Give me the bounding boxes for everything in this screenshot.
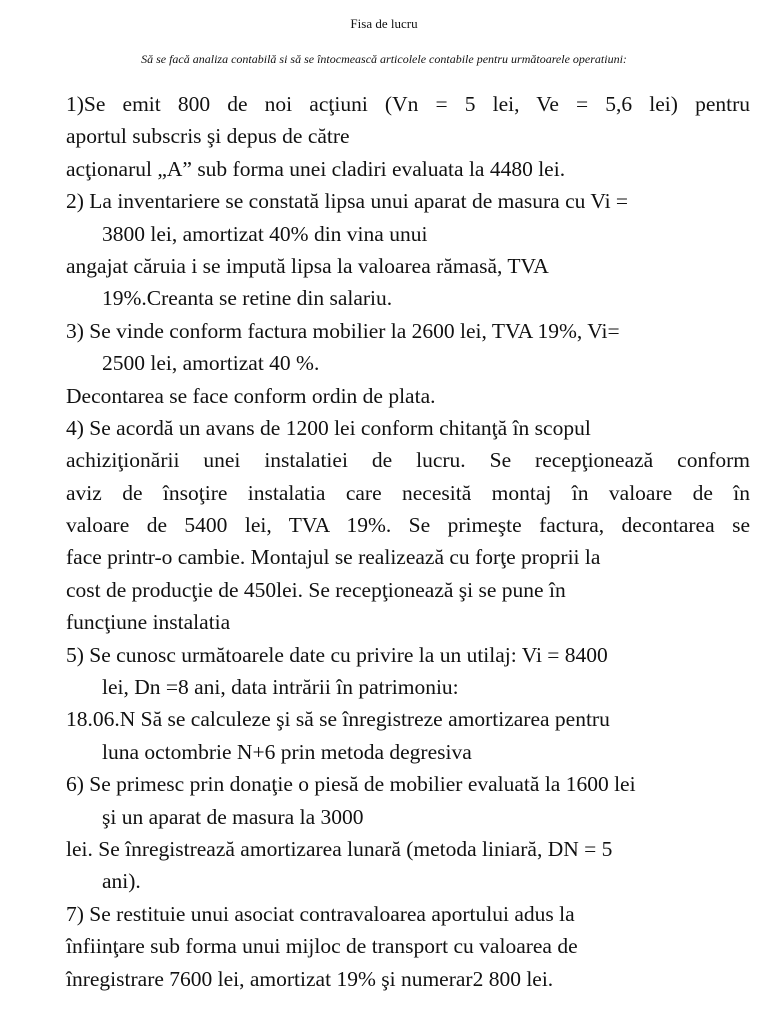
- text-line: achiziţionării unei instalatiei de lucru. Se recepţionează conform: [66, 448, 750, 473]
- text-line: 4) Se acordă un avans de 1200 lei conform chitanţă în scopul: [66, 415, 591, 440]
- text-line: înfiinţare sub forma unui mijloc de transport cu valoarea de: [66, 934, 578, 959]
- text-line: şi un aparat de masura la 3000: [102, 804, 364, 829]
- text-line: aportul subscris şi depus de către: [66, 124, 350, 149]
- text-line: 3800 lei, amortizat 40% din vina unui: [102, 221, 428, 246]
- text-line: ani).: [102, 869, 141, 894]
- text-line: lei. Se înregistrează amortizarea lunară (metoda liniară, DN = 5: [66, 836, 613, 861]
- text-line: Decontarea se face conform ordin de plata.: [66, 383, 436, 408]
- text-line: 19%.Creanta se retine din salariu.: [102, 286, 393, 311]
- text-line: 7) Se restituie unui asociat contravaloarea aportului adus la: [66, 901, 575, 926]
- text-line: 5) Se cunosc următoarele date cu privire la un utilaj: Vi = 8400: [66, 642, 608, 667]
- text-line: 3) Se vinde conform factura mobilier la 2600 lei, TVA 19%, Vi=: [66, 318, 620, 343]
- text-line: 2) La inventariere se constată lipsa unui aparat de masura cu Vi =: [66, 189, 629, 214]
- text-line: funcţiune instalatia: [66, 610, 231, 635]
- text-line: luna octombrie N+6 prin metoda degresiva: [102, 739, 472, 764]
- exercise-body: [66, 88, 750, 995]
- text-line: aviz de însoţire instalatia care necesită montaj în valoare de în: [66, 480, 750, 505]
- text-line: cost de producţie de 450lei. Se recepţionează şi se pune în: [66, 577, 566, 602]
- text-line: face printr-o cambie. Montajul se realizează cu forţe proprii la: [66, 545, 601, 570]
- text-line: acţionarul „A” sub forma unei cladiri evaluata la 4480 lei.: [66, 156, 566, 181]
- page-subtitle: Să se facă analiza contabilă si să se întocmească articolele contabile pentru următoarele operatiuni:: [141, 52, 627, 66]
- text-line: valoare de 5400 lei, TVA 19%. Se primeşte factura, decontarea se: [66, 513, 750, 538]
- text-line: 6) Se primesc prin donaţie o piesă de mobilier evaluată la 1600 lei: [66, 772, 636, 797]
- text-line: lei, Dn =8 ani, data intrării în patrimoniu:: [102, 675, 459, 700]
- text-line: înregistrare 7600 lei, amortizat 19% şi numerar2 800 lei.: [66, 966, 554, 991]
- text-line: 18.06.N Să se calculeze şi să se înregistreze amortizarea pentru: [66, 707, 610, 732]
- text-line: angajat căruia i se impută lipsa la valoarea rămasă, TVA: [66, 253, 549, 278]
- text-line: 1)Se emit 800 de noi acţiuni (Vn = 5 lei, Ve = 5,6 lei) pentru: [66, 92, 750, 116]
- page-title: Fisa de lucru: [350, 16, 418, 31]
- text-line: 2500 lei, amortizat 40 %.: [102, 351, 320, 376]
